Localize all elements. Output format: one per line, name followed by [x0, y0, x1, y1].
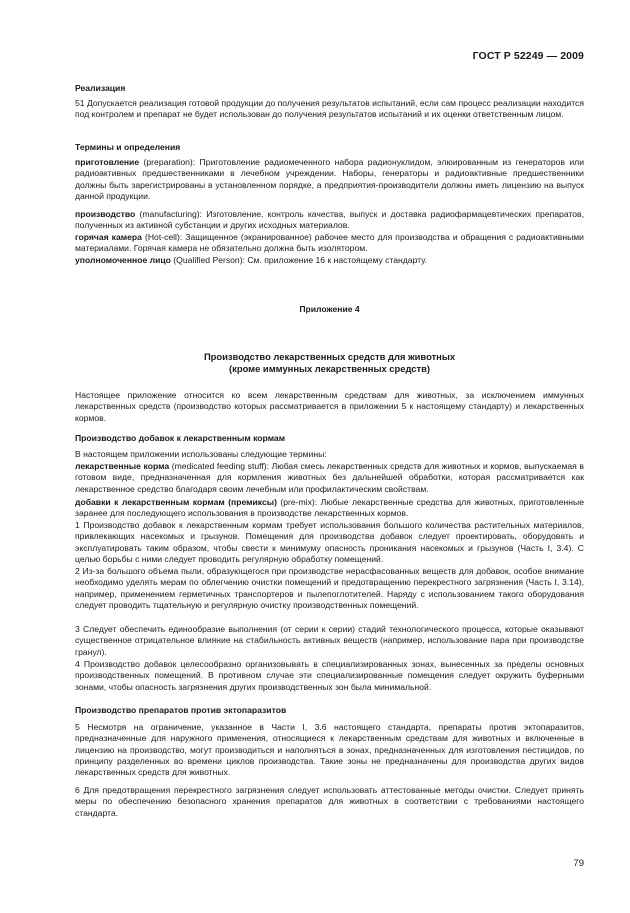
- term-preparation: [75, 157, 584, 202]
- term-label: приготовление: [75, 157, 140, 167]
- paragraph-51: [75, 98, 584, 121]
- paragraph: 6 Для предотвращения перекрестного загрязнения следует использовать аттестованные методы очистки. Следует принять меры по обеспечению безопасного хранения препаратов для животных в соответствии с требованиями настоящего стандарта.: [75, 785, 584, 818]
- appendix-title-line2: (кроме иммунных лекарственных средств): [229, 363, 430, 374]
- term-label: горячая камера: [75, 232, 142, 242]
- section-ecto: [75, 705, 584, 716]
- paragraph: 1 Производство добавок к лекарственным кормам требует использования большого количества растительных материалов, привлекающих насекомых и грызунов. Помещения для производства добавок следует проектировать, оборудовать и эксплуатировать таким образом, чтобы свести к минимуму опасность проникания насекомых и грызунов (Часть I, 3.4). С целью борьбы с ними следует проводить регулярную обработку помещений.: [75, 520, 584, 564]
- term-text: (manufacturing): Изготовление, контроль качества, выпуск и доставка радиофармацевтических препаратов, полученных из активной субстанции и других исходных материалов.: [75, 209, 584, 231]
- section-heading: Производство препаратов против эктопаразитов: [75, 705, 287, 715]
- paragraph-2: [75, 566, 584, 611]
- section-heading: Термины и определения: [75, 142, 181, 152]
- appendix-label: Приложение 4: [299, 304, 360, 314]
- paragraph-5: [75, 722, 584, 778]
- term-medicated-feed: [75, 461, 584, 495]
- paragraph: 51 Допускается реализация готовой продукции до получения результатов испытаний, если сам процесс реализации находится под контролем и препарат не будет использован до получения результатов испытаний и их оценки ответственным лицом.: [75, 98, 584, 120]
- term-label: добавки к лекарственным кормам (премиксы): [75, 497, 277, 507]
- section-feed: [75, 433, 584, 444]
- paragraph-1: [75, 520, 584, 565]
- section-terms: [75, 142, 584, 153]
- term-text: (preparation): Приготовление радиомеченного набора радионуклидом, элюированным из генераторов или радиоактивных предшественниками в лечебном учреждении. Наборы, генераторы и радиоактивные предшественники должны быть зарегистрированы в установленном порядке, а предприятия-производители должны иметь лицензию на выпуск данной продукции.: [75, 157, 584, 201]
- definition: [75, 209, 584, 232]
- definition: [75, 255, 584, 266]
- paragraph-4: [75, 659, 584, 693]
- paragraph: Настоящее приложение относится ко всем лекарственным средствам для животных, за исключением иммунных лекарственных средств (производство которых рассматривается в приложении 5 к настоящему стандарту) и лекарственных кормов.: [75, 390, 584, 423]
- term-label: производство: [75, 209, 136, 219]
- paragraph: 4 Производство добавок целесообразно организовывать в специализированных зонах, вынесенных за пределы основных производственных помещений. В противном случае эти специализированные помещения следует окружить буферными зонами, чтобы опасность загрязнения других производственных зон была минимальной.: [75, 659, 584, 692]
- paragraph: 5 Несмотря на ограничение, указанное в Части I, 3.6 настоящего стандарта, препараты против эктопаразитов, предназначенные для наружного применения, относящиеся к лекарственным средствам для животных и включенные в лицензию на производство, могут производиться и наполняться в зонах, предназначенных для изготовления пестицидов, по принципу разделенных во времени циклов производства. Такие зоны не предназначены для производства других видов лекарственных средств для животных.: [75, 722, 584, 778]
- page-number: 79: [573, 858, 584, 869]
- term-label: уполномоченное лицо: [75, 255, 171, 265]
- feed-terms-intro: [75, 449, 584, 460]
- section-heading: Производство добавок к лекарственным кормам: [75, 433, 286, 443]
- paragraph-6: [75, 785, 584, 819]
- term-text: (pre-mix): Любые лекарственные средства для животных, приготовленные заранее для последующего использования в производстве лекарственных кормов.: [75, 497, 584, 519]
- section-heading: Реализация: [75, 83, 126, 93]
- document-header: ГОСТ Р 52249 — 2009: [472, 50, 584, 62]
- term-manufacturing: [75, 209, 584, 232]
- term-qualified-person: [75, 255, 584, 266]
- term-text: (medicated feeding stuff): Любая смесь лекарственных средств для животных и кормов, выпускаемая в готовом виде, предназначенная для кормления животных без дальнейшей обработки, которая рассматривается как лекарственное средство благодаря своим лечебным или профилактическим свойствам.: [75, 461, 584, 494]
- appendix-intro: [75, 390, 584, 424]
- paragraph-3: [75, 624, 584, 658]
- paragraph: 3 Следует обеспечить единообразие выполнения (от серии к серии) стадий технологического процесса, которые оказывают существенное отрицательное влияние на стабильность активных веществ (например, использование пара при производстве гранул).: [75, 624, 584, 657]
- term-text: (Hot-cell): Защищенное (экранированное) рабочее место для производства и обращения с радиоактивными материалами. Горячая камера не обязательно должна быть изолятором.: [75, 232, 584, 254]
- paragraph: 2 Из-за большого объема пыли, образующегося при производстве нерасфасованных веществ для добавок, особое внимание необходимо уделять мерам по облегчению очистки помещений и предотвращению перекрестного загрязнения (Часть I, 3.14), например, применением герметичных транспортеров и пылепоглотителей. Наряду с использованием такого оборудования следует проводить тщательную и регулярную очистку производственных помещений.: [75, 566, 584, 610]
- term-hot-cell: [75, 232, 584, 255]
- definition: [75, 157, 584, 202]
- paragraph: В настоящем приложении использованы следующие термины:: [75, 449, 327, 459]
- section-realization: [75, 83, 584, 94]
- term-label: лекарственные корма: [75, 461, 170, 471]
- definition: [75, 497, 584, 520]
- definition: [75, 461, 584, 495]
- term-text: (Qualified Person): См. приложение 16 к настоящему стандарту.: [170, 255, 428, 265]
- appendix-title-line1: Производство лекарственных средств для животных: [203, 351, 456, 362]
- term-premix: [75, 497, 584, 520]
- definition: [75, 232, 584, 255]
